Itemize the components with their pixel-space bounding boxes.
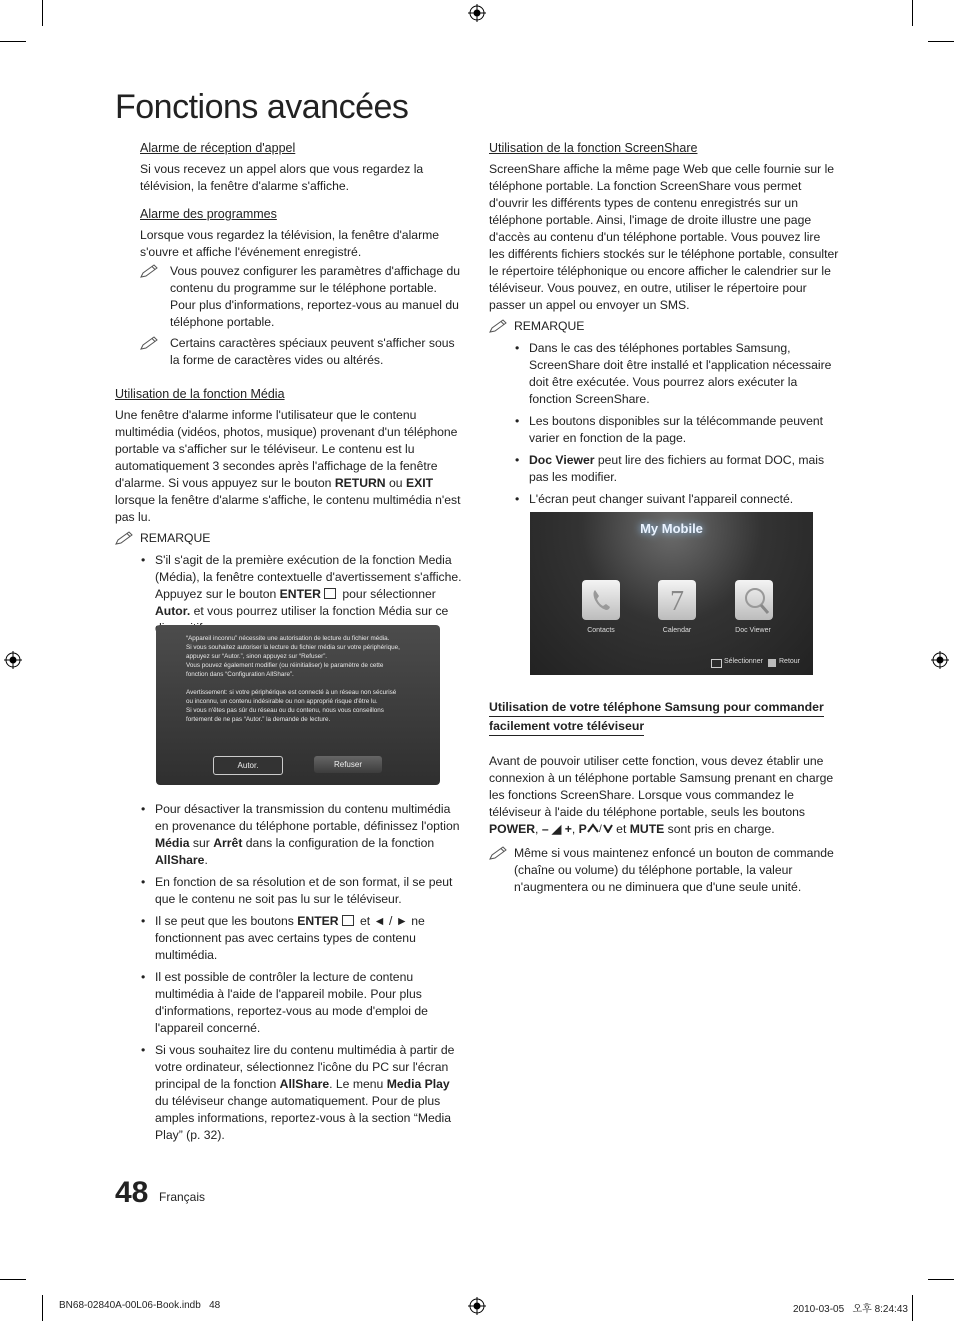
channel-up-down-icon — [587, 822, 613, 836]
print-date: 2010-03-05 오후 8:24:43 — [793, 1304, 908, 1315]
note — [140, 335, 465, 369]
note-pen-icon — [140, 264, 160, 278]
remarque-label: REMARQUE — [514, 319, 585, 333]
bullet-list — [139, 801, 466, 1144]
phone-icon — [582, 580, 620, 620]
registration-mark-icon — [931, 651, 949, 669]
note-pen-icon — [115, 531, 135, 545]
doc-viewer-label: Doc Viewer — [735, 627, 771, 634]
paragraph: Lorsque vous regardez la télévision, la fenêtre d'alarme s'ouvre et affiche l'événement enregistré. — [140, 228, 440, 259]
list-item: • Dans le cas des téléphones portables Samsung, ScreenShare doit être installé et l'application nécessaire doit être exécutée. Vous pourrez alors exécuter la fonction ScreenShare. — [513, 340, 839, 408]
section-heading: Utilisation de la fonction Média — [115, 387, 285, 401]
crop-mark — [912, 0, 913, 26]
list-item: • Il est possible de contrôler la lecture de contenu multimédia à l'aide de l'appareil mobile. Pour plus d'informations, reportez-vous au mode d'emploi de l'appareil concerné. — [139, 969, 466, 1037]
left-column-media — [115, 386, 465, 642]
language-label: Français — [159, 1190, 206, 1204]
note-pen-icon — [489, 319, 509, 333]
bullet-list — [513, 340, 839, 508]
contacts-label: Contacts — [587, 627, 615, 634]
right-column-samsung — [489, 698, 839, 896]
contacts-app-icon[interactable] — [582, 580, 620, 620]
select-hint: Sélectionner — [724, 658, 763, 665]
section-heading: Alarme des programmes — [140, 207, 277, 221]
page-number: 48 — [115, 1176, 149, 1209]
warning-dialog — [156, 625, 440, 785]
allow-button[interactable]: Autor. — [213, 756, 283, 775]
note-text: Certains caractères spéciaux peuvent s'afficher sous la forme de caractères vides ou altérés. — [170, 336, 455, 367]
right-column — [489, 140, 839, 513]
crop-mark — [0, 1279, 26, 1280]
list-item: • En fonction de sa résolution et de son format, il se peut que le contenu ne soit pas lu sur le téléviseur. — [139, 874, 466, 908]
list-item: • Doc Viewer peut lire des fichiers au format DOC, mais pas les modifier. — [513, 452, 839, 486]
remarque — [115, 530, 465, 547]
back-hint: Retour — [779, 658, 801, 665]
file-info: BN68-02840A-00L06-Book.indb 48 — [59, 1300, 221, 1311]
left-column-bullets — [139, 801, 466, 1149]
remarque-label: REMARQUE — [140, 531, 211, 545]
section-heading: Alarme de réception d'appel — [140, 141, 296, 155]
my-mobile-screen — [530, 512, 813, 675]
crop-mark — [42, 1295, 43, 1321]
list-item: • Les boutons disponibles sur la télécommande peuvent varier en fonction de la page. — [513, 413, 839, 447]
return-icon — [768, 659, 776, 667]
registration-mark-icon — [4, 651, 22, 669]
calendar-label: Calendar — [662, 627, 692, 634]
list-item: • Il se peut que les boutons ENTER et ◄ / ► ne fonctionnent pas avec certains types de contenu multimédia. — [139, 913, 466, 964]
list-item: • S'il s'agit de la première exécution de la fonction Media (Média), la fenêtre contextuelle d'avertissement s'affiche. Appuyez sur le bouton ENTER pour sélectionner Autor. et vous pourrez utiliser la fonction Média sur ce — [139, 552, 465, 637]
note-pen-icon — [140, 336, 160, 350]
crop-mark — [928, 41, 954, 42]
crop-mark — [912, 1295, 913, 1321]
calendar-app-icon[interactable] — [658, 580, 696, 620]
enter-icon — [711, 659, 722, 668]
note-text: Vous pouvez configurer les paramètres d'affichage du contenu du programme sur le téléphone portable. Pour plus d'informations, reportez-vous au manuel du téléphone portable. — [170, 264, 461, 329]
note — [489, 845, 839, 896]
refuse-button[interactable]: Refuser — [314, 756, 382, 773]
paragraph: Avant de pouvoir utiliser cette fonction, vous devez établir une connexion à un téléphone portable Samsung prenant en charge les fonctions ScreenShare. Lorsque vous commandez le téléviseur à l'aide du téléphone portable, seuls les boutons POWER, – ◢ +, P / et MUTE sont pris en charge. — [489, 754, 834, 836]
enter-icon — [342, 915, 354, 926]
page-title: Fonctions avancées — [115, 88, 409, 126]
note — [140, 263, 465, 331]
list-item: • L'écran peut changer suivant l'appareil connecté. — [513, 491, 839, 508]
crop-mark — [42, 0, 43, 26]
crop-mark — [0, 41, 26, 42]
my-mobile-title: My Mobile — [640, 521, 703, 536]
registration-mark-icon — [468, 4, 486, 22]
paragraph: Une fenêtre d'alarme informe l'utilisateur que le contenu multimédia (vidéos, photos, musique) provenant d'un téléphone portable va s'afficher sur le téléviseur. Le contenu est lu automatiquement 3 secondes après l'affichage de la fenêtre d'alarme. Si vous appuyez sur le bouton RETURN ou EXIT lorsque la fenêtre d'alarme s'affiche, le contenu multimédia n'est pas lu. — [115, 408, 461, 524]
magnifier-icon — [735, 580, 773, 620]
section-heading: Utilisation de la fonction ScreenShare — [489, 141, 698, 155]
registration-mark-icon — [468, 1297, 486, 1315]
paragraph: ScreenShare affiche la même page Web que celle fournie sur le téléphone portable. La fonction ScreenShare vous permet d'ouvrir les différents types de contenu enregistrés sur un téléphone portable. Ainsi, l'image de droite illustre une page d'accès au contenu d'un téléphone portable. Vous pouvez lire les différents fichiers stockés sur le téléphone portable, consulter le répertoire téléphonique ou encore afficher le calendrier sur le téléviseur. Vous pouvez, en outre, utiliser le répertoire pour passer un appel ou envoyer un SMS. — [489, 162, 839, 312]
section-heading: Utilisation de votre téléphone Samsung pour commander facilement votre téléviseur — [489, 698, 839, 736]
note-text: Même si vous maintenez enfoncé un bouton de commande (chaîne ou volume) du téléphone portable, la valeur n'augmentera ou ne diminuera que d'une seule unité. — [514, 846, 834, 894]
crop-mark — [928, 1279, 954, 1280]
svg-text:/: / — [598, 824, 602, 833]
enter-icon — [324, 588, 336, 599]
remarque — [489, 318, 839, 335]
list-item: • Si vous souhaitez lire du contenu multimédia à partir de votre ordinateur, sélectionnez l'icône du PC sur l'écran principal de la fonction AllShare. Le menu Media Play du téléviseur change automatiquement. Pour de plus amples informations, reportez-vous à la section “Media Play” (p. 32). — [139, 1042, 466, 1144]
list-item: • Pour désactiver la transmission du contenu multimédia en provenance du téléphone portable, définissez l'option Média sur Arrêt dans la configuration de la fonction AllShare. — [139, 801, 466, 869]
left-column — [140, 140, 465, 369]
note-pen-icon — [489, 846, 509, 860]
dialog-text: “Appareil inconnu” nécessite une autorisation de lecture du fichier média. Si vous souhaitez autoriser la lecture du fichier média sur votre périphérique, appuyez sur “Autor.”, sinon appuyez sur “Refuser”. Vous pouvez également modifier (ou réinitialiser) le paramètre de cette fonction dans “Configuration AllShare”. Avertissement: si votre périphérique est connecté à un réseau non sécurisé ou inconnu, un contenu indésirable ou non approprié risque d'être lu. Si vous n'êtes pas sûr du réseau ou du contenu, nous vous conseillons fortement de ne pas “Autor.” la demande de lecture. — [186, 635, 400, 723]
paragraph: Si vous recevez un appel alors que vous regardez la télévision, la fenêtre d'alarme s'affiche. — [140, 162, 424, 193]
doc-viewer-app-icon[interactable] — [735, 580, 773, 620]
calendar-day: 7 — [670, 586, 684, 617]
